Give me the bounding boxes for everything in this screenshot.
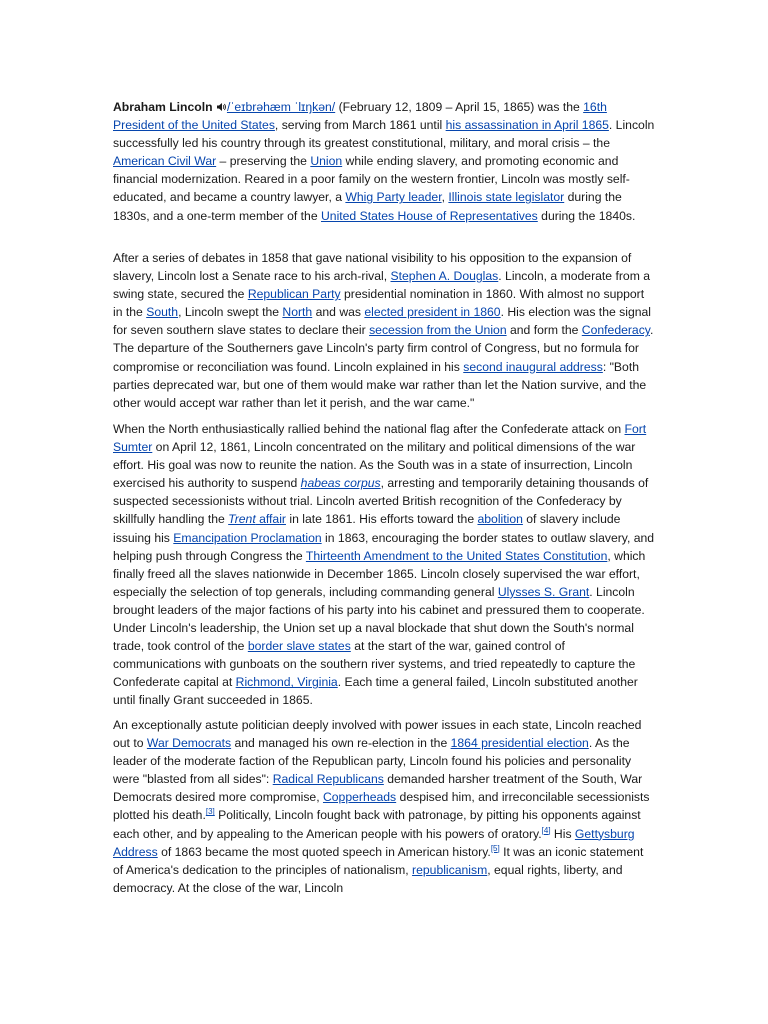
- link-assassination[interactable]: his assassination in April 1865: [445, 118, 609, 133]
- reference-3[interactable]: [3]: [205, 807, 215, 817]
- link-republicanism[interactable]: republicanism: [412, 862, 488, 877]
- reference-4[interactable]: [4]: [541, 825, 551, 835]
- link-thirteenth-amendment[interactable]: Thirteenth Amendment to the United States Constitution: [305, 548, 608, 563]
- link-stephen-douglas[interactable]: Stephen A. Douglas: [390, 269, 499, 284]
- link-radical-republicans[interactable]: Radical Republicans: [272, 772, 384, 787]
- link-fort-sumter[interactable]: Fort Sumter: [113, 422, 647, 455]
- link-election-1860[interactable]: elected president in 1860: [364, 305, 501, 320]
- link-1864-election[interactable]: 1864 presidential election: [450, 736, 589, 751]
- link-border-slave-states[interactable]: border slave states: [247, 639, 351, 654]
- link-north[interactable]: North: [282, 305, 313, 320]
- link-second-inaugural[interactable]: second inaugural address: [463, 359, 603, 374]
- link-richmond-virginia[interactable]: Richmond, Virginia: [235, 675, 338, 690]
- paragraph-politics: An exceptionally astute politician deeply involved with power issues in each state, Lincoln reached out to War Democrats and managed his own re-election in the 1864 presidential election. As the leader of the moderate faction of the Republican party, Lincoln found his policies and personality were "blasted from all sides": Radical Republicans demanded harsher treatment of the South, War Democrats desired more compromise, Copperheads despised him, and irreconcilable secessionists plotted his death.[3] Politically, Lincoln fought back with patronage, by pitting his opponents against each other, and by appealing to the American people with his powers of oratory.[4] His Gettysburg Address of 1863 became the most quoted speech in American history.[5] It was an iconic statement of America's dedication to the principles of nationalism, republicanism, equal rights, liberty, and democracy. At the close of the war, Lincoln: [113, 718, 650, 895]
- paragraph-election: After a series of debates in 1858 that gave national visibility to his opposition to the expansion of slavery, Lincoln lost a Senate race to his arch-rival, Stephen A. Douglas. Lincoln, a moderate from a swing state, secured the Republican Party presidential nomination in 1860. With almost no support in the South, Lincoln swept the North and was elected president in 1860. His election was the signal for seven southern slave states to declare their secession from the Union and form the Confederacy. The departure of the Southerners gave Lincoln's party firm control of Congress, but no formula for compromise or reconciliation was found. Lincoln explained in his second inaugural address: "Both parties deprecated war, but one of them would make war rather than let the Nation survive, and the other would accept war rather than let it perish, and the war came.": [113, 251, 654, 410]
- paragraph-war: When the North enthusiastically rallied behind the national flag after the Confederate attack on Fort Sumter on April 12, 1861, Lincoln concentrated on the military and political dimensions of the war effort. His goal was now to reunite the nation. As the South was in a state of insurrection, Lincoln exercised his authority to suspend habeas corpus, arresting and temporarily detaining thousands of suspected secessionists without trial. Lincoln averted British recognition of the Confederacy by skillfully handling the Trent affair in late 1861. His efforts toward the abolition of slavery include issuing his Emancipation Proclamation in 1863, encouraging the border states to outlaw slavery, and helping push through Congress the Thirteenth Amendment to the United States Constitution, which finally freed all the slaves nationwide in December 1865. Lincoln closely supervised the war effort, especially the selection of top generals, including commanding general Ulysses S. Grant. Lincoln brought leaders of the major factions of his party into his cabinet and pressured them to cooperate. Under Lincoln's leadership, the Union set up a naval blockade that shut down the South's normal trade, took control of the border slave states at the start of the war, gained control of communications with gunboats on the southern river systems, and tried repeatedly to capture the Confederate capital at Richmond, Virginia. Each time a general failed, Lincoln substituted another until finally Grant succeeded in 1865.: [113, 422, 655, 708]
- link-american-civil-war[interactable]: American Civil War: [113, 154, 217, 169]
- link-abolition[interactable]: abolition: [477, 512, 523, 527]
- link-ulysses-grant[interactable]: Ulysses S. Grant: [497, 584, 590, 599]
- link-war-democrats[interactable]: War Democrats: [146, 736, 232, 751]
- link-emancipation-proclamation[interactable]: Emancipation Proclamation: [173, 530, 322, 545]
- link-us-house[interactable]: United States House of Representatives: [320, 208, 538, 223]
- link-habeas-corpus[interactable]: habeas corpus: [300, 476, 381, 491]
- link-confederacy[interactable]: Confederacy: [581, 323, 650, 338]
- paragraph-intro: Abraham Lincoln /ˈeɪbrəhæm ˈlɪŋkən/ (February 12, 1809 – April 15, 1865) was the 16th President of the United States, serving from March 1861 until his assassination in April 1865. Lincoln successfully led his country through its greatest constitutional, military, and moral crisis – the American Civil War – preserving the Union while ending slavery, and promoting economic and financial modernization. Reared in a poor family on the western frontier, Lincoln was mostly self-educated, and became a country lawyer, a Whig Party leader, Illinois state legislator during the 1830s, and a one-term member of the United States House of Representatives during the 1840s.: [113, 100, 655, 223]
- link-copperheads[interactable]: Copperheads: [322, 790, 397, 805]
- link-south[interactable]: South: [146, 305, 179, 320]
- link-illinois-state-legislator[interactable]: Illinois state legislator: [448, 190, 565, 205]
- link-republican-party[interactable]: Republican Party: [247, 287, 341, 302]
- link-16th-president[interactable]: 16th President of the United States: [113, 100, 607, 133]
- link-gettysburg-address[interactable]: Gettysburg Address: [113, 826, 635, 859]
- article-subject: Abraham Lincoln: [113, 100, 213, 114]
- link-secession[interactable]: secession from the Union: [369, 323, 507, 338]
- link-trent-affair[interactable]: Trent affair: [228, 512, 286, 527]
- pronunciation-link[interactable]: /ˈeɪbrəhæm ˈlɪŋkən/: [226, 100, 336, 114]
- link-whig-party-leader[interactable]: Whig Party leader: [345, 190, 442, 205]
- speaker-icon[interactable]: [216, 102, 226, 112]
- link-union[interactable]: Union: [310, 154, 343, 169]
- reference-5[interactable]: [5]: [490, 843, 500, 853]
